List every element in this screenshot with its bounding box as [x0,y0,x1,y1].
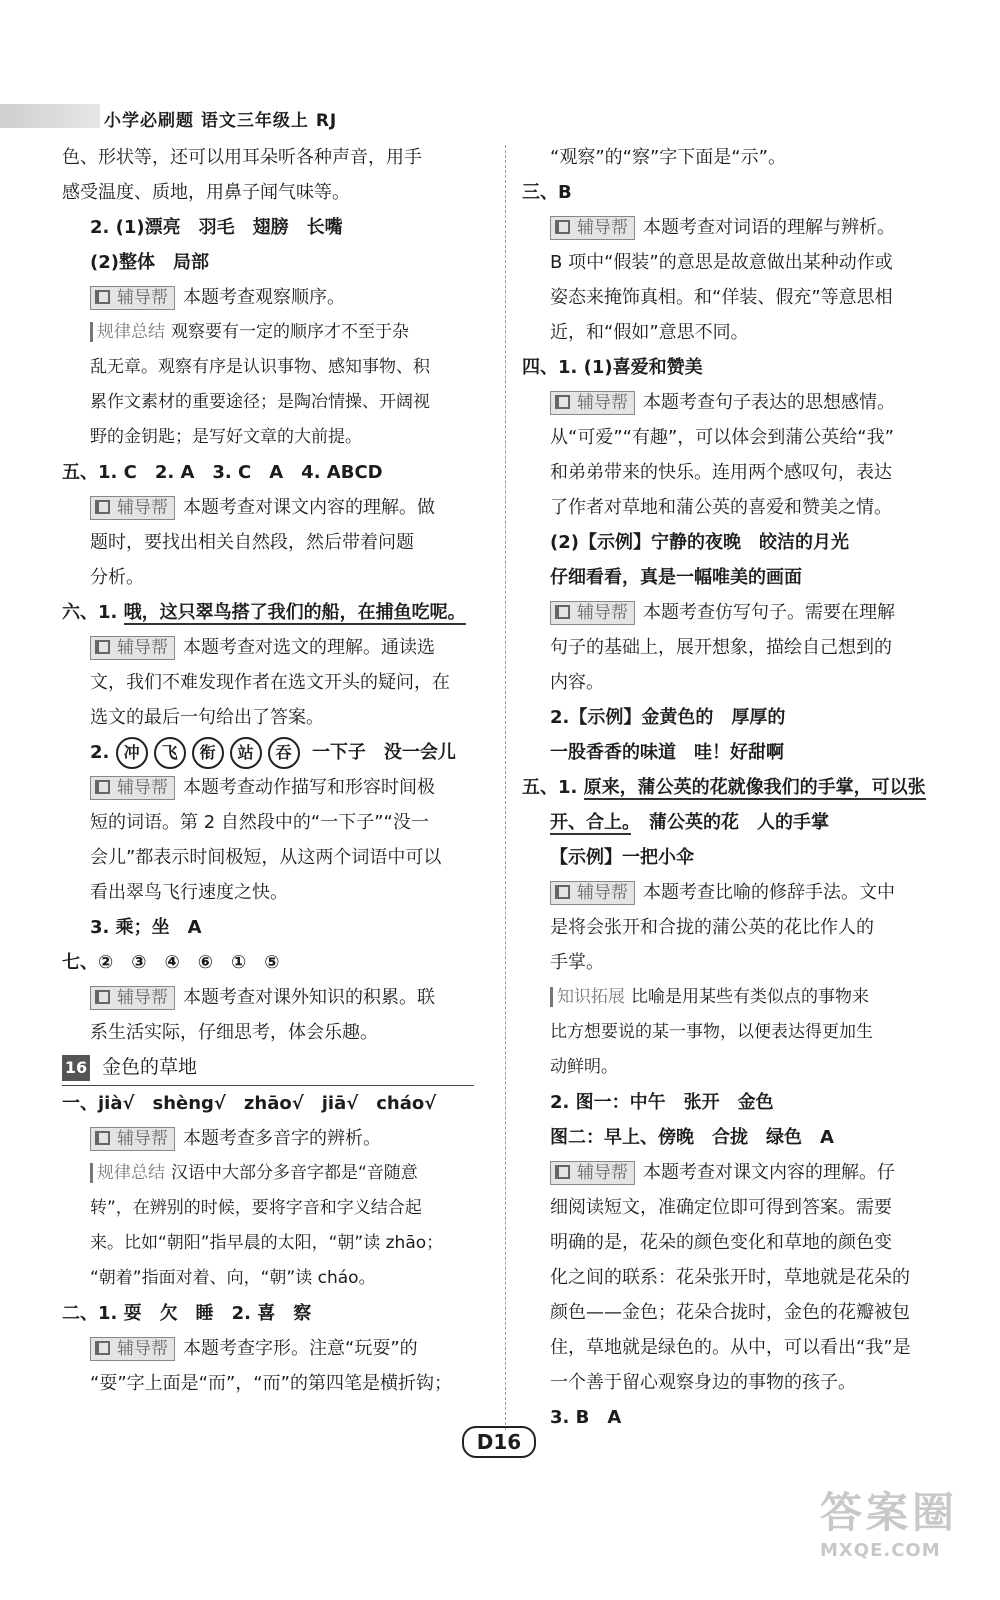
book-icon [555,1165,570,1179]
answer-line: 【示例】一把小伞 [550,847,694,868]
answer-line: 二、1. 耍 欠 睡 2. 喜 察 [62,1303,312,1324]
explanation-line: 分析。 [90,567,144,588]
extension-line: 知识拓展 比喻是用某些有类似点的事物来 [522,980,942,1015]
answer-line: (2)【示例】宁静的夜晚 皎洁的月光 [550,532,849,553]
tutor-tag: 辅导帮 [90,1127,175,1151]
explanation-line: 短的词语。第 2 自然段中的“一下子”“没一 [90,812,429,833]
lesson-heading [62,1050,474,1086]
tutor-tag: 辅导帮 [90,1337,175,1361]
answer-line: 3. 乘；坐 A [90,917,202,938]
logo-mark: 答案圈 [820,1488,959,1537]
explanation-line: 和弟弟带来的快乐。连用两个感叹句，表达 [550,462,892,483]
explanation-line: “观察”的“察”字下面是“示”。 [550,147,786,168]
extension-line: 比方想要说的某一事物，以便表达得更加生 [550,1022,873,1042]
book-icon [95,640,110,654]
answer-line: 三、B [522,182,572,203]
circled-character: 吞 [268,737,300,769]
explanation-line: 是将会张开和合拢的蒲公英的花比作人的 [550,917,874,938]
answer-line: 七、② ③ ④ ⑥ ① ⑤ [62,952,280,973]
book-icon [95,990,110,1004]
answer-line: 3. B A [550,1407,622,1428]
tutor-tag: 辅导帮 [90,286,175,310]
explanation-line: 从“可爱”“有趣”，可以体会到蒲公英给“我” [550,427,894,448]
tutor-tag: 辅导帮 [90,986,175,1010]
answer-line: 五、1. 原来，蒲公英的花就像我们的手掌，可以张 [522,777,926,798]
explanation-line: 文，我们不难发现作者在选文开头的疑问，在 [90,672,450,693]
answer-line: 一股香香的味道 哇！好甜啊 [550,742,784,763]
circled-character: 衔 [192,737,224,769]
circled-character: 冲 [116,737,148,769]
explanation-line: 辅导帮 本题考查句子表达的思想感情。 [522,385,942,420]
explanation-line: 姿态来掩饰真相。和“佯装、假充”等意思相 [550,287,893,308]
explanation-line: 系生活实际，仔细思考，体会乐趣。 [90,1022,378,1043]
lesson-number: 16 [62,1055,90,1081]
explanation-line: “耍”字上面是“而”，“而”的第四笔是横折钩； [90,1373,452,1394]
tutor-tag: 辅导帮 [550,391,635,415]
rule-line: “朝着”指面对着、向，“朝”读 cháo。 [90,1268,376,1288]
book-icon [555,605,570,619]
explanation-line: 选文的最后一句给出了答案。 [90,707,324,728]
book-icon [95,500,110,514]
explanation-line: 细阅读短文，准确定位即可得到答案。需要 [550,1197,892,1218]
rule-line: 规律总结 观察要有一定的顺序才不至于杂 [62,315,492,350]
answer-line: 开、合上。 蒲公英的花 人的手掌 [550,812,829,833]
explanation-line: 辅导帮 本题考查多音字的辨析。 [62,1121,492,1156]
circled-character: 站 [230,737,262,769]
left-column [62,140,492,1401]
explanation-line: 辅导帮 本题考查对选文的理解。通读选 [62,630,492,665]
lesson-title: 金色的草地 [102,1056,198,1078]
book-icon [95,1131,110,1145]
explanation-line: 辅导帮 本题考查字形。注意“玩耍”的 [62,1331,492,1366]
explanation-line: B 项中“假装”的意思是故意做出某种动作或 [550,252,893,273]
tutor-tag: 辅导帮 [550,601,635,625]
explanation-line: 会儿”都表示时间极短，从这两个词语中可以 [90,847,442,868]
explanation-line: 辅导帮 本题考查对词语的理解与辨析。 [522,210,942,245]
explanation-line: 句子的基础上，展开想象，描绘自己想到的 [550,637,892,658]
rule-line: 乱无章。观察有序是认识事物、感知事物、积 [90,357,430,377]
rule-line: 野的金钥匙；是写好文章的大前提。 [90,427,362,447]
explanation-line: 辅导帮 本题考查仿写句子。需要在理解 [522,595,942,630]
rule-summary-tag: 规律总结 [90,1163,165,1183]
explanation-line: 明确的是，花朵的颜色变化和草地的颜色变 [550,1232,892,1253]
column-divider [505,145,506,1430]
book-icon [555,395,570,409]
book-icon [95,290,110,304]
rule-line: 累作文素材的重要途径；是陶冶情操、开阔视 [90,392,430,412]
explanation-line: 住，草地就是绿色的。从中，可以看出“我”是 [550,1337,911,1358]
rule-line: 转”，在辨别的时候，要将字音和字义结合起 [90,1198,422,1218]
answer-line: 2. 冲 飞 衔 站 吞 一下子 没一会儿 [62,735,492,770]
rule-summary-tag: 规律总结 [90,322,165,342]
explanation-line: 辅导帮 本题考查观察顺序。 [62,280,492,315]
page-number: D16 [462,1426,536,1458]
explanation-line: 颜色——金色；花朵合拢时，金色的花瓣被包 [550,1302,910,1323]
knowledge-extension-tag: 知识拓展 [550,987,625,1007]
explanation-line: 化之间的联系：花朵张开时，草地就是花朵的 [550,1267,910,1288]
explanation-line: 辅导帮 本题考查对课文内容的理解。仔 [522,1155,942,1190]
answer-line: 2. (1)漂亮 羽毛 翅膀 长嘴 [90,217,343,238]
tutor-tag: 辅导帮 [90,496,175,520]
explanation-line: 手掌。 [550,952,604,973]
book-icon [555,885,570,899]
site-logo [820,1480,980,1590]
explanation-line: 内容。 [550,672,604,693]
right-column [522,140,942,1435]
explanation-line: 一个善于留心观察身边的事物的孩子。 [550,1372,856,1393]
tutor-tag: 辅导帮 [550,1161,635,1185]
explanation-line: 辅导帮 本题考查对课外知识的积累。联 [62,980,492,1015]
answer-line: 一、jià√ shèng√ zhāo√ jiā√ cháo√ [62,1093,437,1114]
tutor-tag: 辅导帮 [90,636,175,660]
explanation-line: 辅导帮 本题考查比喻的修辞手法。文中 [522,875,942,910]
tutor-tag: 辅导帮 [90,776,175,800]
tutor-tag: 辅导帮 [550,881,635,905]
explanation-line: 题时，要找出相关自然段，然后带着问题 [90,532,414,553]
circled-character: 飞 [154,737,186,769]
answer-line: (2)整体 局部 [90,252,209,273]
explanation-line: 近，和“假如”意思不同。 [550,322,749,343]
explanation-line: 辅导帮 本题考查动作描写和形容时间极 [62,770,492,805]
answer-line: 图二：早上、傍晚 合拢 绿色 A [550,1127,834,1148]
tutor-tag: 辅导帮 [550,216,635,240]
text-line: 色、形状等，还可以用耳朵听各种声音，用手 [62,147,422,168]
book-icon [95,1341,110,1355]
extension-line: 动鲜明。 [550,1057,618,1077]
page-header-title: 小学必刷题 语文三年级上 RJ [104,111,338,131]
book-icon [555,220,570,234]
explanation-line: 了作者对草地和蒲公英的喜爱和赞美之情。 [550,497,892,518]
rule-line: 规律总结 汉语中大部分多音字都是“音随意 [62,1156,492,1191]
text-line: 感受温度、质地，用鼻子闻气味等。 [62,182,350,203]
explanation-line: 辅导帮 本题考查对课文内容的理解。做 [62,490,492,525]
answer-line: 五、1. C 2. A 3. C A 4. ABCD [62,462,383,483]
book-icon [95,780,110,794]
answer-line: 2.【示例】金黄色的 厚厚的 [550,707,786,728]
answer-line: 仔细看看，真是一幅唯美的画面 [550,567,802,588]
rule-line: 来。比如“朝阳”指早晨的太阳，“朝”读 zhāo； [90,1233,444,1253]
explanation-line: 看出翠鸟飞行速度之快。 [90,882,288,903]
answer-line: 2. 图一：中午 张开 金色 [550,1092,774,1113]
logo-url: MXQE.COM [820,1540,941,1561]
answer-line: 六、1. 哦，这只翠鸟搭了我们的船，在捕鱼吃呢。 [62,602,466,623]
header-band [0,104,100,128]
answer-line: 四、1. (1)喜爱和赞美 [522,357,703,378]
